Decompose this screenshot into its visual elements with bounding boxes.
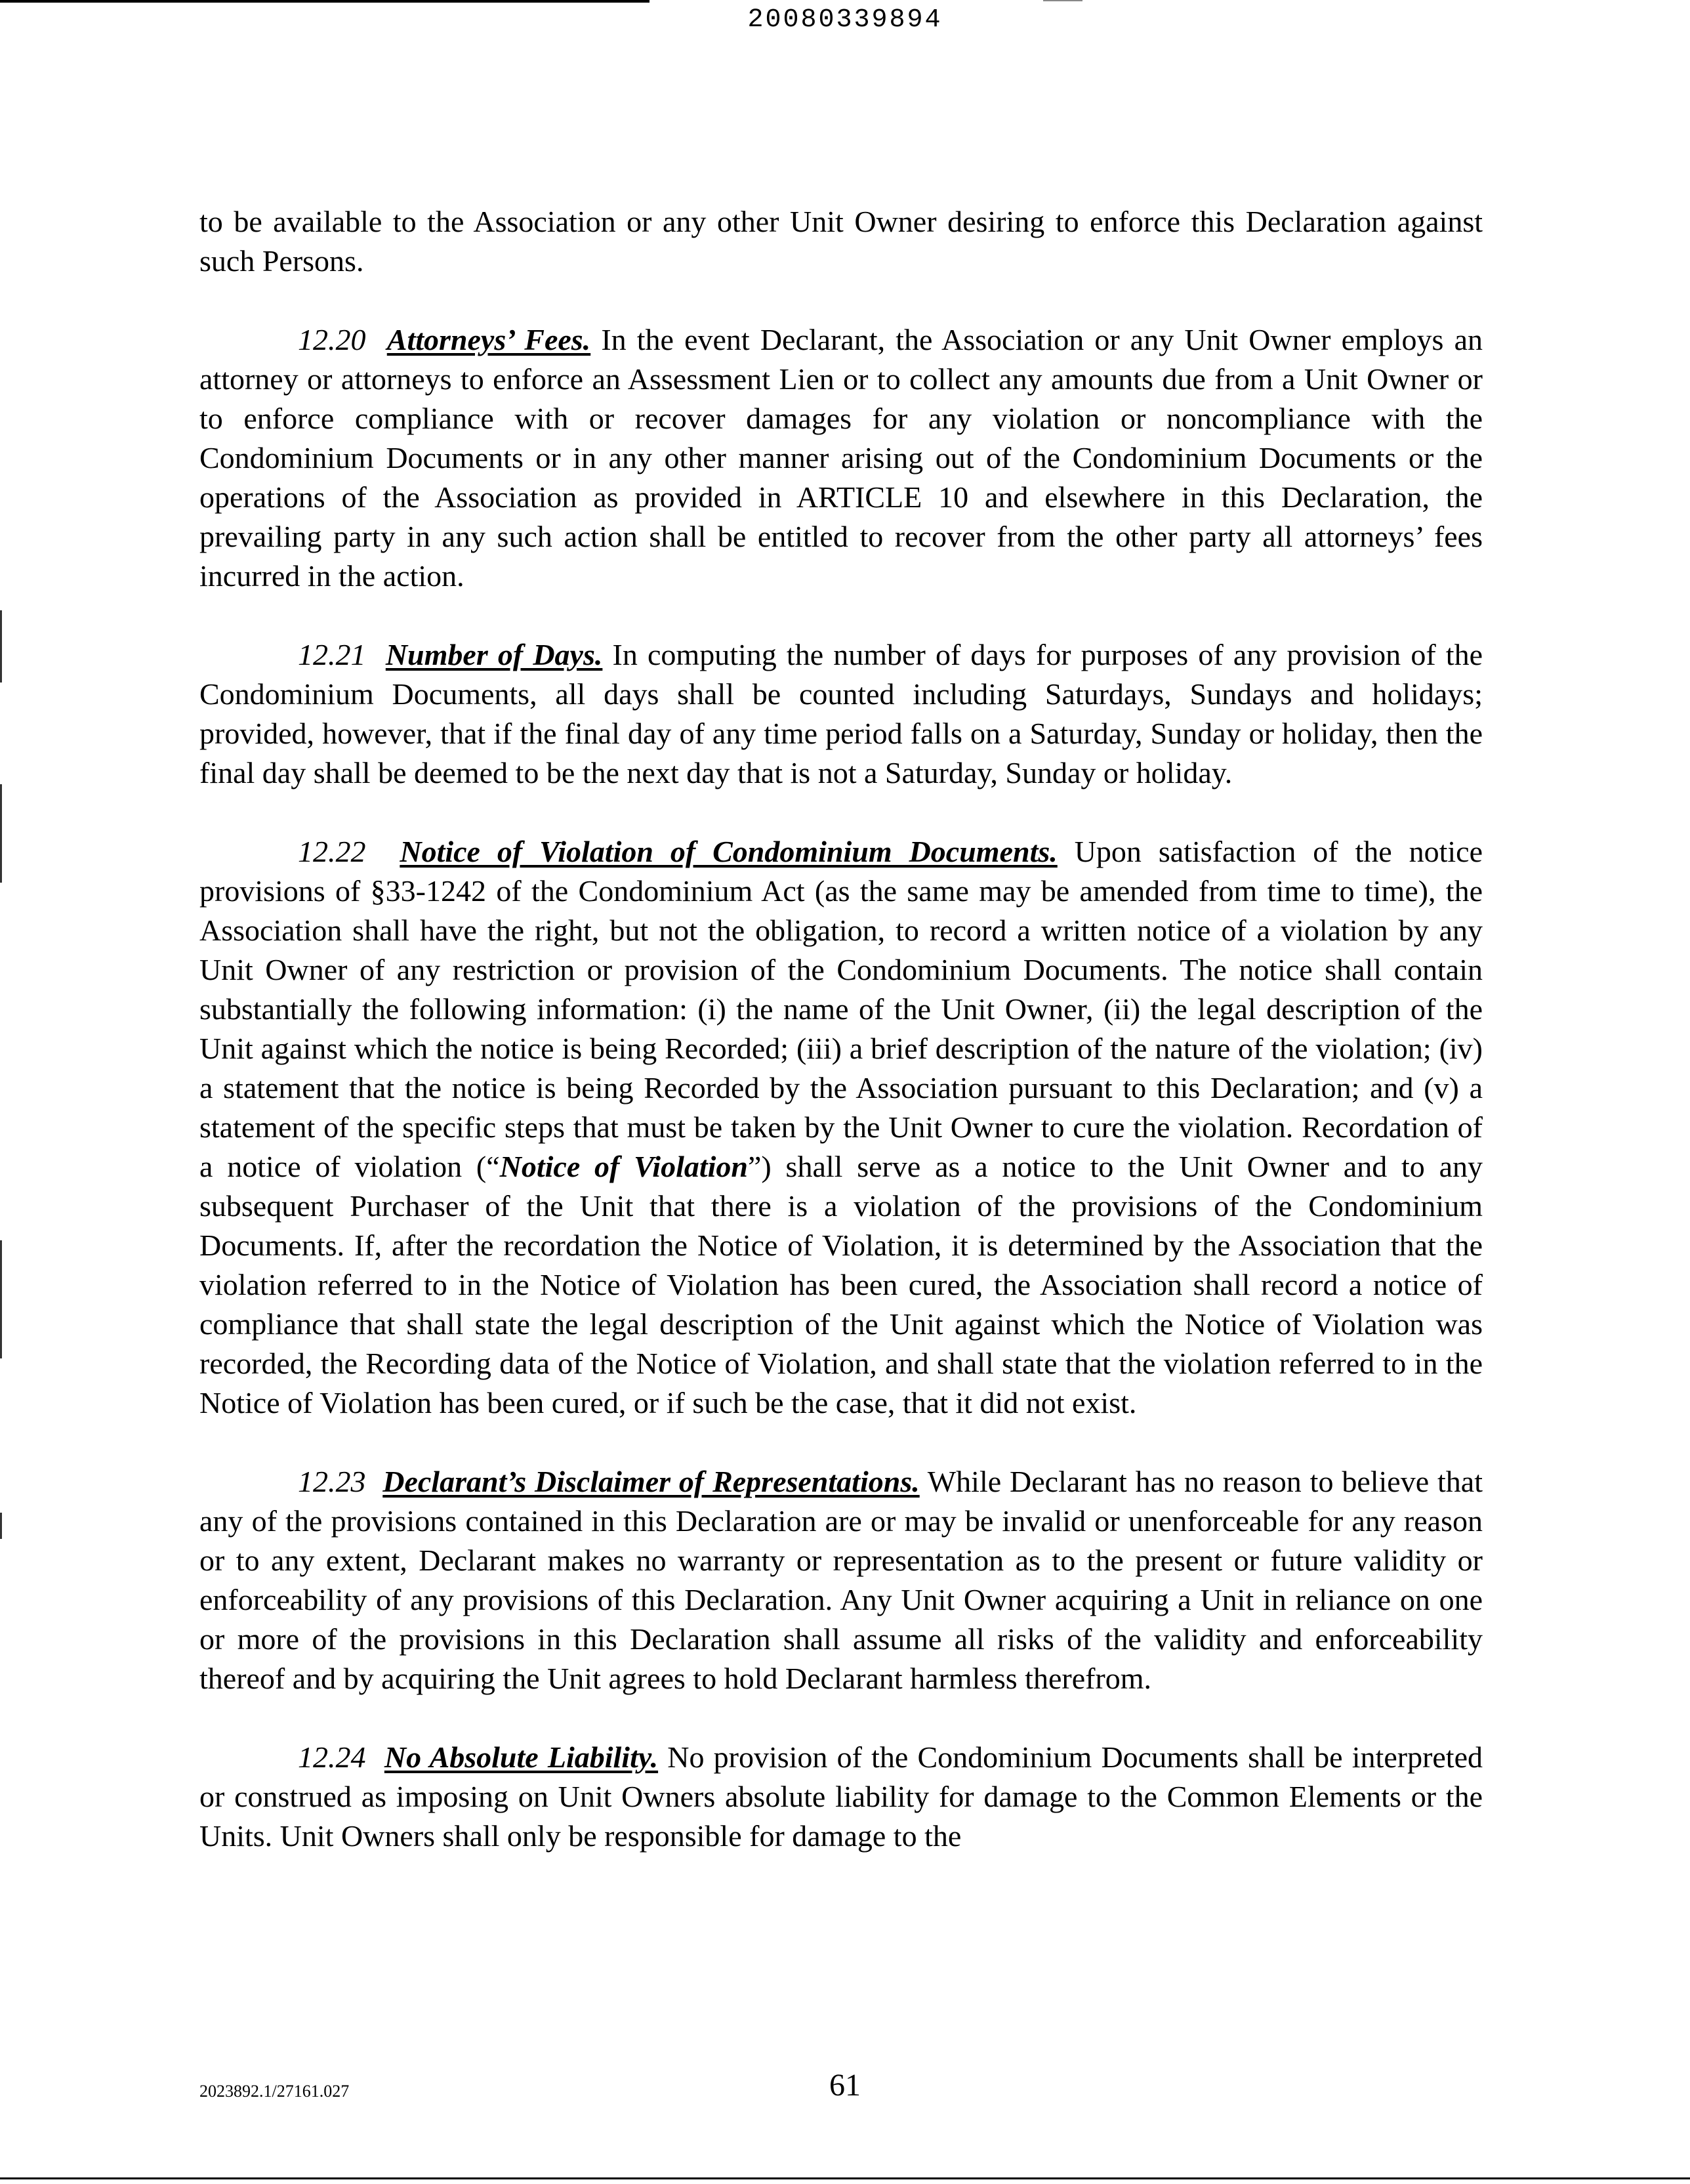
section-12-24 bbox=[199, 1738, 1483, 1856]
section-number: 12.23 bbox=[298, 1465, 366, 1498]
section-body: In computing the number of days for purposes of any provision of the Condominium Documents, all days shall be counted including Saturdays, Sundays and holidays; provided, however, that if the final day of any time period falls on a Saturday, Sunday or holiday, then the final day shall be deemed to be the next day that is not a Saturday, Sunday or holiday. bbox=[199, 638, 1483, 789]
margin-mark bbox=[0, 1240, 2, 1358]
section-title: Attorneys’ Fees. bbox=[386, 323, 591, 356]
page-number: 61 bbox=[829, 2068, 861, 2103]
section-title: Number of Days. bbox=[385, 638, 603, 671]
document-body bbox=[199, 202, 1483, 1895]
section-title: Notice of Violation of Condominium Documents. bbox=[400, 835, 1058, 868]
section-12-23 bbox=[199, 1462, 1483, 1698]
defined-term: Notice of Violation bbox=[499, 1150, 749, 1183]
bottom-rule bbox=[0, 2177, 1690, 2179]
section-title: Declarant’s Disclaimer of Representations. bbox=[382, 1465, 920, 1498]
section-title: No Absolute Liability. bbox=[384, 1740, 659, 1774]
section-body-continued: ”) shall serve as a notice to the Unit Owner and to any subsequent Purchaser of the Unit that there is a violation of the provisions of the Condominium Documents. If, after the recordation the Notice of Violation, it is determined by the Association that the violation referred to in the Notice of Violation has been cured, the Association shall record a notice of compliance that shall state the legal description of the Unit against which the Notice of Violation was recorded, the Recording data of the Notice of Violation, and shall state that the violation referred to in the Notice of Violation has been cured, or if such be the case, that it did not exist. bbox=[199, 1150, 1483, 1419]
section-number: 12.20 bbox=[298, 323, 366, 356]
document-id: 2023892.1/27161.027 bbox=[199, 2082, 350, 2101]
section-12-21 bbox=[199, 635, 1483, 793]
section-number: 12.24 bbox=[298, 1740, 366, 1774]
margin-mark bbox=[0, 784, 2, 883]
section-12-20 bbox=[199, 320, 1483, 596]
margin-mark bbox=[0, 1513, 2, 1539]
recording-number: 20080339894 bbox=[747, 5, 943, 35]
top-rule-fragment bbox=[1043, 0, 1082, 1]
section-12-22 bbox=[199, 832, 1483, 1423]
section-body: No provision of the Condominium Documents shall be interpreted or construed as imposing on Unit Owners absolute liability for damage to the Common Elements or the Units. Unit Owners shall only be responsible for damage to the bbox=[199, 1740, 1483, 1853]
continuation-paragraph: to be available to the Association or any other Unit Owner desiring to enforce this Declaration against such Persons. bbox=[199, 205, 1483, 278]
section-body: In the event Declarant, the Association or any Unit Owner employs an attorney or attorneys to enforce an Assessment Lien or to collect any amounts due from a Unit Owner or to enforce compliance with or recover damages for any violation or noncompliance with the Condominium Documents or in any other manner arising out of the Condominium Documents or the operations of the Association as provided in ARTICLE 10 and elsewhere in this Declaration, the prevailing party in any such action shall be entitled to recover from the other party all attorneys’ fees incurred in the action. bbox=[199, 323, 1483, 593]
section-number: 12.21 bbox=[298, 638, 366, 671]
section-body: While Declarant has no reason to believe that any of the provisions contained in this Declaration are or may be invalid or unenforceable for any reason or to any extent, Declarant makes no warranty or representation as to the present or future validity or enforceability of any provisions of this Declaration. Any Unit Owner acquiring a Unit in reliance on one or more of the provisions in this Declaration shall assume all risks of the validity and enforceability thereof and by acquiring the Unit agrees to hold Declarant harmless therefrom. bbox=[199, 1465, 1483, 1695]
margin-mark bbox=[0, 610, 2, 682]
section-number: 12.22 bbox=[298, 835, 366, 868]
top-rule bbox=[0, 0, 649, 3]
section-body: Upon satisfaction of the notice provisions of §33-1242 of the Condominium Act (as the same may be amended from time to time), the Association shall have the right, but not the obligation, to record a written notice of a violation by any Unit Owner of any restriction or provision of the Condominium Documents. The notice shall contain substantially the following information: (i) the name of the Unit Owner, (ii) the legal description of the Unit against which the notice is being Recorded; (iii) a brief description of the nature of the violation; (iv) a statement that the notice is being Recorded by the Association pursuant to this Declaration; and (v) a statement of the specific steps that must be taken by the Unit Owner to cure the violation. Recordation of a notice of violation (“ bbox=[199, 835, 1483, 1183]
